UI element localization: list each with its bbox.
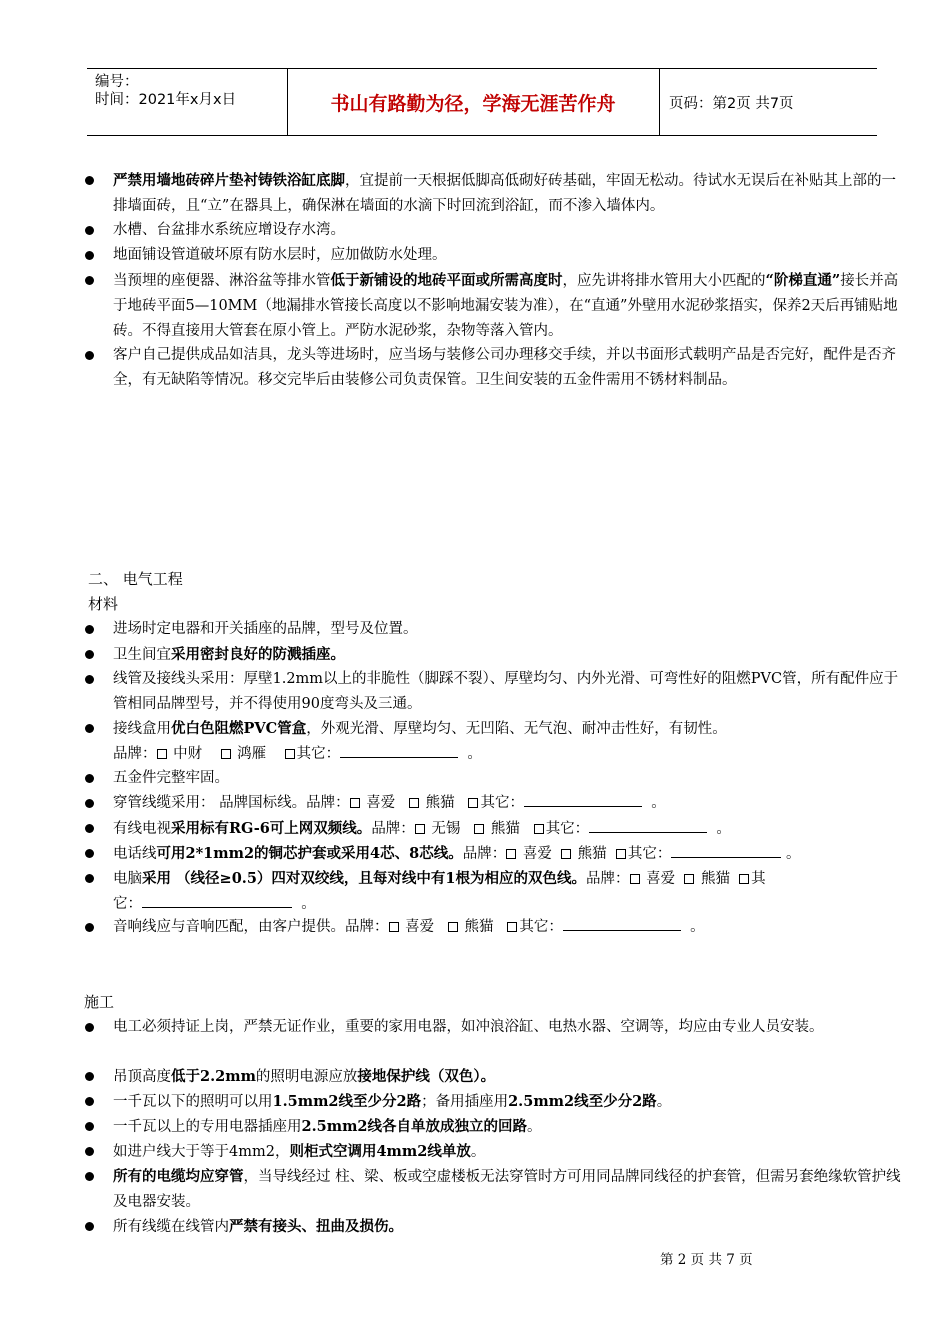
text: ，宜提前一天根据低脚高低砌好砖基础，牢固无松动。待试水无误后在补贴其上部的一排墙面砖，且“立”在器具上，确保淋在墙面的水滴下时回流到浴缸，而不渗入墙体内。 — [113, 173, 896, 214]
bold-text: 低于2.2mm — [171, 1068, 256, 1085]
option-label: 熊猫 — [490, 821, 520, 837]
brand-label: 品牌： — [113, 746, 157, 762]
text: 五金件完整牢固。 — [113, 770, 229, 786]
list-item — [113, 866, 908, 917]
blank-line[interactable] — [589, 819, 707, 833]
header-page-label: 页码：第2页 共7页 — [669, 95, 794, 112]
list-item — [113, 766, 908, 791]
text: 电话线 — [113, 846, 157, 862]
option-label: 其 — [751, 871, 766, 887]
period: 。 — [301, 896, 316, 912]
option-label: 其它： — [296, 746, 341, 762]
text: 音响线应与音响匹配，由客户提供。品牌： — [113, 919, 389, 935]
bold-text: 采用密封良好的防溅插座。 — [171, 646, 345, 663]
option-label: 熊猫 — [700, 871, 730, 887]
page-footer: 第 2 页 共 7 页 — [660, 1252, 753, 1268]
list-item — [113, 617, 908, 642]
text: 一千瓦以上的专用电器插座用 — [113, 1119, 302, 1135]
bold-text: 接地保护线（双色）。 — [357, 1068, 496, 1085]
text: ，当导线经过 柱、梁、板或空虚楼板无法穿管时方可用同品牌同线径的护套管，但需另套绝缘软管护线及电器安装。 — [113, 1169, 901, 1210]
bold-text: 严禁有接头、扭曲及损伤。 — [229, 1218, 403, 1235]
text: 一千瓦以下的照明可以用 — [113, 1094, 273, 1110]
list-item — [113, 343, 908, 393]
blank-line[interactable] — [671, 844, 781, 858]
list-item — [113, 915, 908, 940]
checkbox[interactable] — [468, 798, 478, 808]
option-label: 喜爱 — [646, 871, 676, 887]
option-label: 其它： — [480, 795, 524, 811]
checkbox[interactable] — [507, 922, 517, 932]
list-item — [113, 1139, 908, 1165]
bold-text: 2.5mm2线各自单放成独立的回路 — [301, 1118, 527, 1135]
period: 。 — [690, 919, 705, 935]
checkbox[interactable] — [506, 849, 516, 859]
bold-text: 则柜式空调用4mm2线单放 — [289, 1143, 471, 1160]
header-divider — [659, 69, 660, 135]
option-label: 其它： — [545, 821, 590, 837]
checkbox[interactable] — [739, 874, 749, 884]
bold-text: 低于新铺设的地砖平面或所需高度时 — [330, 272, 563, 289]
list-item — [113, 667, 908, 717]
period: 。 — [651, 795, 666, 811]
option-label: 喜爱 — [522, 846, 552, 862]
header-motto: 书山有路勤为径，学海无涯苦作舟 — [330, 92, 616, 115]
list-item — [113, 218, 908, 243]
list-item — [113, 642, 908, 668]
bold-text: 1.5mm2线至少分2路 — [272, 1093, 422, 1110]
list-item — [113, 791, 908, 816]
checkbox[interactable] — [285, 749, 295, 759]
checkbox[interactable] — [389, 922, 399, 932]
list-item — [113, 1214, 908, 1240]
bold-text: 采用标有RG-6可上网双频线。 — [171, 820, 372, 837]
list-item — [113, 816, 908, 842]
number-label: 编号： — [95, 74, 139, 90]
text: 卫生间宜 — [113, 647, 171, 663]
subheading-materials: 材料 — [88, 595, 119, 613]
option-label: 中财 — [173, 746, 203, 762]
option-label: 喜爱 — [366, 795, 396, 811]
text: 客户自己提供成品如洁具，龙头等进场时，应当场与装修公司办理移交手续，并以书面形式载明产品是否完好，配件是否齐全，有无缺陷等情况。移交完毕后由装修公司负责保管。卫生间安装的五金件需用不锈材料制品。 — [113, 347, 896, 388]
period: 。 — [467, 746, 482, 762]
text: 。 — [527, 1119, 542, 1135]
text: 水槽、台盆排水系统应增设存水湾。 — [113, 222, 345, 238]
period: 。 — [716, 821, 731, 837]
checkbox[interactable] — [534, 824, 544, 834]
bold-text: 2.5mm2线至少分2路 — [508, 1093, 657, 1110]
bold-text: “阶梯直通” — [765, 272, 841, 289]
list-item — [113, 243, 908, 268]
bold-text: 所有的电缆均应穿管 — [113, 1168, 244, 1185]
list-item — [113, 841, 913, 867]
list-item — [113, 1089, 908, 1115]
text: 接长并高于地砖平面5—10MM（地漏排水管接长高度以不影响地漏安装为准），在“直通”外壁用水泥砂浆捂实，保养2天后再铺贴地砖。不得直接用大管套在原小管上。严防水泥砂浆，杂物等落入管内。 — [113, 273, 899, 339]
text: 。 — [656, 1094, 672, 1110]
bold-text: 优白色阻燃PVC管盒 — [171, 720, 307, 737]
text: 它： — [113, 896, 142, 912]
text: 进场时定电器和开关插座的品牌，型号及位置。 — [113, 621, 418, 637]
time-label: 时间：2021年x月x日 — [95, 92, 237, 108]
checkbox[interactable] — [630, 874, 640, 884]
checkbox[interactable] — [221, 749, 231, 759]
checkbox[interactable] — [350, 798, 360, 808]
blank-line[interactable] — [524, 793, 642, 807]
list-item — [113, 168, 908, 219]
subheading-construction: 施工 — [84, 993, 115, 1011]
bold-text: 采用 （线径≥0.5）四对双绞线，且每对线中有1根为相应的双色线。 — [142, 870, 587, 887]
text: 的照明电源应放 — [255, 1069, 358, 1085]
option-label: 其它： — [627, 846, 672, 862]
list-item — [113, 1114, 908, 1140]
text: 品牌： — [371, 821, 415, 837]
blank-line[interactable] — [563, 917, 681, 931]
text: 线管及接线头采用：厚壁1.2mm以上的非脆性（脚踩不裂）、厚壁均匀、内外光滑、可弯性好的阻燃PVC管，所有配件应于管相同品牌型号，并不得使用90度弯头及三通。 — [113, 671, 899, 712]
list-item — [113, 716, 908, 767]
option-label: 其它： — [519, 919, 563, 935]
text: ；备用插座用 — [421, 1094, 509, 1110]
list-item — [113, 1164, 908, 1215]
option-label: 无锡 — [431, 821, 461, 837]
checkbox[interactable] — [616, 849, 626, 859]
option-label: 喜爱 — [405, 919, 435, 935]
bold-text: 可用2*1mm2的铜芯护套或采用4芯、8芯线。 — [156, 845, 463, 862]
text: 地面铺设管道破坏原有防水层时，应加做防水处理。 — [113, 247, 447, 263]
list-item — [113, 1015, 908, 1040]
text: 品牌： — [462, 846, 507, 862]
text: 电工必须持证上岗，严禁无证作业，重要的家用电器，如冲浪浴缸、电热水器、空调等，均应由专业人员安装。 — [113, 1019, 824, 1035]
checkbox[interactable] — [409, 798, 419, 808]
period: 。 — [785, 846, 801, 862]
text: 品牌： — [586, 871, 630, 887]
blank-line[interactable] — [142, 894, 292, 908]
option-label: 熊猫 — [464, 919, 494, 935]
list-item — [113, 1064, 908, 1090]
list-item — [113, 268, 908, 344]
text: 吊顶高度 — [113, 1069, 171, 1085]
text: 有线电视 — [113, 821, 171, 837]
text: 接线盒用 — [113, 721, 171, 737]
option-label: 熊猫 — [577, 846, 607, 862]
option-label: 鸿雁 — [237, 746, 267, 762]
header-meta — [95, 73, 285, 109]
checkbox[interactable] — [157, 749, 167, 759]
checkbox[interactable] — [684, 874, 694, 884]
section-heading: 二、 电气工程 — [88, 570, 183, 588]
text: 。 — [470, 1144, 486, 1160]
text: 当预埋的座便器、淋浴盆等排水管 — [113, 273, 331, 289]
text: 所有线缆在线管内 — [113, 1219, 229, 1235]
text: 电脑 — [113, 871, 142, 887]
bold-text: 严禁用墙地砖碎片垫衬铸铁浴缸底脚 — [113, 172, 345, 189]
page-header — [87, 68, 877, 136]
text: ，应先讲将排水管用大小匹配的 — [562, 273, 766, 289]
checkbox[interactable] — [474, 824, 484, 834]
text: 穿管线缆采用： 品牌国标线。品牌： — [113, 795, 350, 811]
blank-line[interactable] — [340, 744, 458, 758]
checkbox[interactable] — [415, 824, 425, 834]
text: ，外观光滑、厚壁均匀、无凹陷、无气泡、耐冲击性好，有韧性。 — [306, 721, 727, 737]
option-label: 熊猫 — [425, 795, 455, 811]
text: 如进户线大于等于4mm2， — [113, 1144, 290, 1160]
checkbox[interactable] — [561, 849, 571, 859]
checkbox[interactable] — [448, 922, 458, 932]
